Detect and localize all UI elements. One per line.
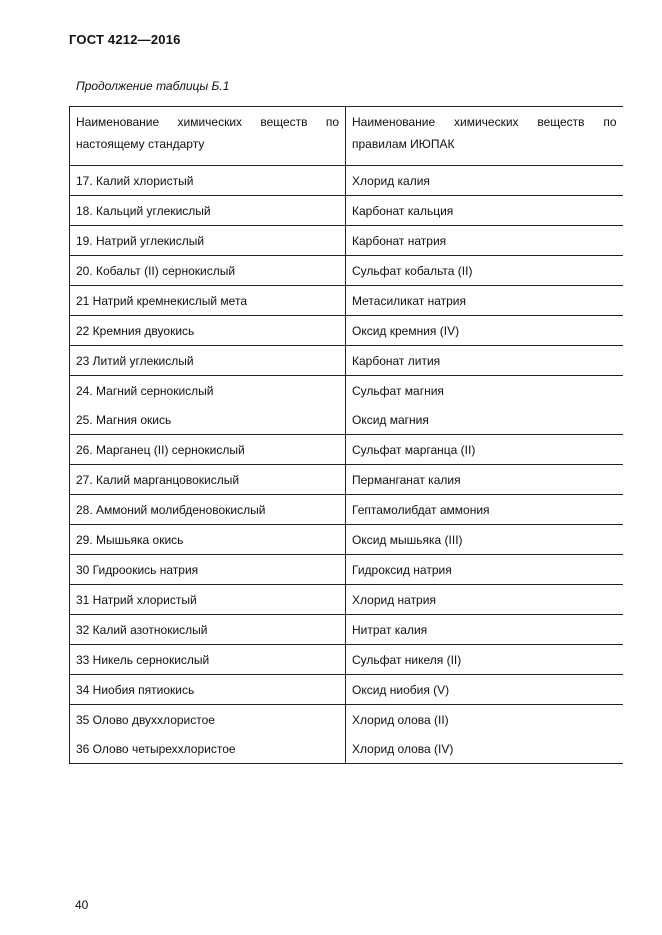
cell-standard-name: 34 Ниобия пятиокись [70, 675, 346, 705]
table-row [70, 734, 623, 764]
table-row [70, 585, 623, 615]
document-header: ГОСТ 4212—2016 [69, 32, 181, 47]
cell-standard-name: 32 Калий азотнокислый [70, 615, 346, 645]
cell-iupac-name: Гидроксид натрия [346, 555, 623, 585]
cell-standard-name: 31 Натрий хлористый [70, 585, 346, 615]
table-row [70, 405, 623, 435]
cell-standard-name: 22 Кремния двуокись [70, 316, 346, 346]
cell-standard-name: 26. Марганец (II) сернокислый [70, 435, 346, 465]
cell-iupac-name: Перманганат калия [346, 465, 623, 495]
cell-iupac-name: Гептамолибдат аммония [346, 495, 623, 525]
cell-iupac-name: Сульфат кобальта (II) [346, 256, 623, 286]
substances-table [69, 106, 623, 764]
table-row [70, 705, 623, 735]
cell-standard-name: 24. Магний сернокислый [70, 376, 346, 406]
cell-iupac-name: Карбонат лития [346, 346, 623, 376]
table-row [70, 316, 623, 346]
table-row [70, 495, 623, 525]
cell-iupac-name: Сульфат никеля (II) [346, 645, 623, 675]
cell-standard-name: 33 Никель сернокислый [70, 645, 346, 675]
cell-standard-name: 23 Литий углекислый [70, 346, 346, 376]
cell-standard-name: 29. Мышьяка окись [70, 525, 346, 555]
cell-iupac-name: Хлорид натрия [346, 585, 623, 615]
table-row [70, 615, 623, 645]
cell-standard-name: 20. Кобальт (II) сернокислый [70, 256, 346, 286]
substances-table-container [69, 106, 622, 764]
cell-iupac-name: Нитрат калия [346, 615, 623, 645]
table-row [70, 256, 623, 286]
header-standard-name: Наименование химических веществ по настоящему стандарту [70, 107, 346, 166]
page-number: 40 [75, 898, 89, 912]
table-row [70, 166, 623, 196]
cell-iupac-name: Оксид кремния (IV) [346, 316, 623, 346]
table-row [70, 555, 623, 585]
table-row [70, 645, 623, 675]
cell-standard-name: 25. Магния окись [70, 405, 346, 435]
table-row [70, 346, 623, 376]
table-row [70, 196, 623, 226]
cell-iupac-name: Хлорид олова (II) [346, 705, 623, 735]
table-caption: Продолжение таблицы Б.1 [76, 79, 230, 93]
cell-standard-name: 30 Гидроокись натрия [70, 555, 346, 585]
cell-standard-name: 36 Олово четыреххлористое [70, 734, 346, 764]
cell-iupac-name: Оксид мышьяка (III) [346, 525, 623, 555]
table-row [70, 465, 623, 495]
cell-iupac-name: Оксид магния [346, 405, 623, 435]
cell-iupac-name: Карбонат натрия [346, 226, 623, 256]
cell-iupac-name: Метасиликат натрия [346, 286, 623, 316]
cell-standard-name: 18. Кальций углекислый [70, 196, 346, 226]
table-row [70, 675, 623, 705]
table-header-row [70, 107, 623, 166]
cell-standard-name: 28. Аммоний молибденовокислый [70, 495, 346, 525]
table-row [70, 525, 623, 555]
cell-standard-name: 19. Натрий углекислый [70, 226, 346, 256]
cell-iupac-name: Сульфат марганца (II) [346, 435, 623, 465]
table-row [70, 376, 623, 406]
cell-iupac-name: Сульфат магния [346, 376, 623, 406]
cell-standard-name: 35 Олово двуххлористое [70, 705, 346, 735]
cell-standard-name: 27. Калий марганцовокислый [70, 465, 346, 495]
table-row [70, 226, 623, 256]
cell-standard-name: 21 Натрий кремнекислый мета [70, 286, 346, 316]
cell-iupac-name: Карбонат кальция [346, 196, 623, 226]
cell-iupac-name: Хлорид олова (IV) [346, 734, 623, 764]
cell-standard-name: 17. Калий хлористый [70, 166, 346, 196]
table-row [70, 286, 623, 316]
cell-iupac-name: Оксид ниобия (V) [346, 675, 623, 705]
cell-iupac-name: Хлорид калия [346, 166, 623, 196]
table-row [70, 435, 623, 465]
header-iupac-name: Наименование химических веществ по правилам ИЮПАК [346, 107, 623, 166]
